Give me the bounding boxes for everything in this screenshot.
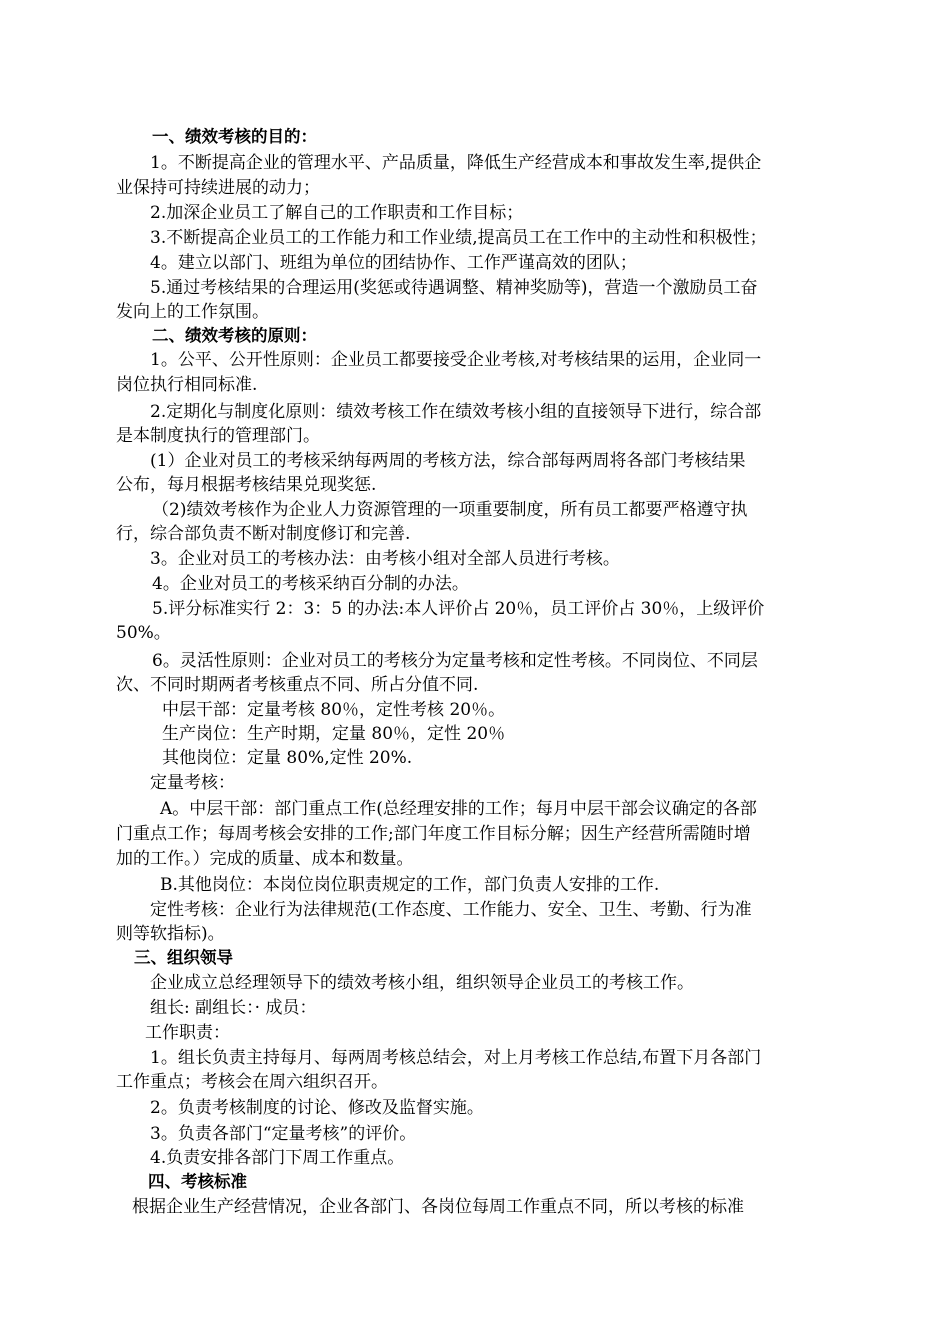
paragraph-line: 50%。 [116,623,171,643]
section-heading: 四、考核标准 [148,1172,247,1191]
paragraph-line: 5.通过考核结果的合理运用(奖惩或待遇调整、精神奖励等)，营造一个激励员工奋 [150,278,758,298]
paragraph-line: 3.不断提高企业员工的工作能力和工作业绩,提高员工在工作中的主动性和积极性； [150,228,767,248]
paragraph-line: 生产岗位：生产时期，定量 80％，定性 20％ [162,724,506,744]
paragraph-line: 1。不断提高企业的管理水平、产品质量，降低生产经营成本和事故发生率,提供企 [150,153,762,173]
paragraph-line: 业保持可持续进展的动力； [116,178,320,198]
paragraph-line: 组长: 副组长：· 成员： [150,998,317,1018]
paragraph-line: 中层干部：定量考核 80％，定性考核 20％。 [162,700,506,720]
paragraph-line: 则等软指标)。 [116,924,225,944]
paragraph-line: 次、不同时期两者考核重点不同、所占分值不同. [116,675,479,695]
paragraph-line: 门重点工作；每周考核会安排的工作;部门年度工作目标分解；因生产经营所需随时增 [116,824,751,844]
paragraph-line: B.其他岗位：本岗位岗位职责规定的工作，部门负责人安排的工作. [160,875,660,895]
paragraph-line: 定量考核： [150,773,235,793]
paragraph-line: (1）企业对员工的考核采纳每两周的考核方法，综合部每两周将各部门考核结果 [150,451,746,471]
paragraph-line: 6。灵活性原则：企业对员工的考核分为定量考核和定性考核。不同岗位、不同层 [152,651,758,671]
paragraph-line: 加的工作。）完成的质量、成本和数量。 [116,849,414,869]
paragraph-line: 4。建立以部门、班组为单位的团结协作、工作严谨高效的团队； [150,253,637,273]
paragraph-line: 企业成立总经理领导下的绩效考核小组，组织领导企业员工的考核工作。 [150,973,694,993]
paragraph-line: 行，综合部负责不断对制度修订和完善. [116,524,411,544]
paragraph-line: 2.定期化与制度化原则：绩效考核工作在绩效考核小组的直接领导下进行，综合部 [150,402,762,422]
paragraph-line: 根据企业生产经营情况，企业各部门、各岗位每周工作重点不同，所以考核的标准 [132,1197,744,1217]
paragraph-line: 4。企业对员工的考核采纳百分制的办法。 [152,574,469,594]
paragraph-line: 2。负责考核制度的讨论、修改及监督实施。 [150,1098,484,1118]
paragraph-line: 4.负责安排各部门下周工作重点。 [150,1148,405,1168]
paragraph-line: 5.评分标准实行 2：3：5 的办法:本人评价占 20％，员工评价占 30％，上级评价 [152,599,765,619]
paragraph-line: A。中层干部：部门重点工作(总经理安排的工作；每月中层干部会议确定的各部 [160,799,757,819]
section-heading: 三、组织领导 [134,948,233,967]
paragraph-line: 1。组长负责主持每月、每两周考核总结会，对上月考核工作总结,布置下月各部门 [150,1048,762,1068]
paragraph-line: 工作重点；考核会在周六组织召开。 [116,1072,388,1092]
paragraph-line: 是本制度执行的管理部门。 [116,426,320,446]
paragraph-line: 3。企业对员工的考核办法：由考核小组对全部人员进行考核。 [150,549,620,569]
paragraph-line: （2)绩效考核作为企业人力资源管理的一项重要制度，所有员工都要严格遵守执 [152,500,748,520]
paragraph-line: 岗位执行相同标准. [116,375,258,395]
section-heading: 二、绩效考核的原则： [152,326,317,345]
paragraph-line: 1。公平、公开性原则：企业员工都要接受企业考核,对考核结果的运用，企业同一 [150,350,762,370]
section-heading: 一、绩效考核的目的： [152,127,317,146]
paragraph-line: 定性考核：企业行为法律规范(工作态度、工作能力、安全、卫生、考勤、行为准 [150,900,752,920]
paragraph-line: 公布，每月根据考核结果兑现奖惩. [116,475,377,495]
paragraph-line: 其他岗位：定量 80%,定性 20%. [162,748,413,768]
paragraph-line: 工作职责： [145,1023,230,1043]
paragraph-line: 3。负责各部门“定量考核”的评价。 [150,1124,417,1144]
paragraph-line: 2.加深企业员工了解自己的工作职责和工作目标； [150,203,524,223]
paragraph-line: 发向上的工作氛围。 [116,302,269,322]
